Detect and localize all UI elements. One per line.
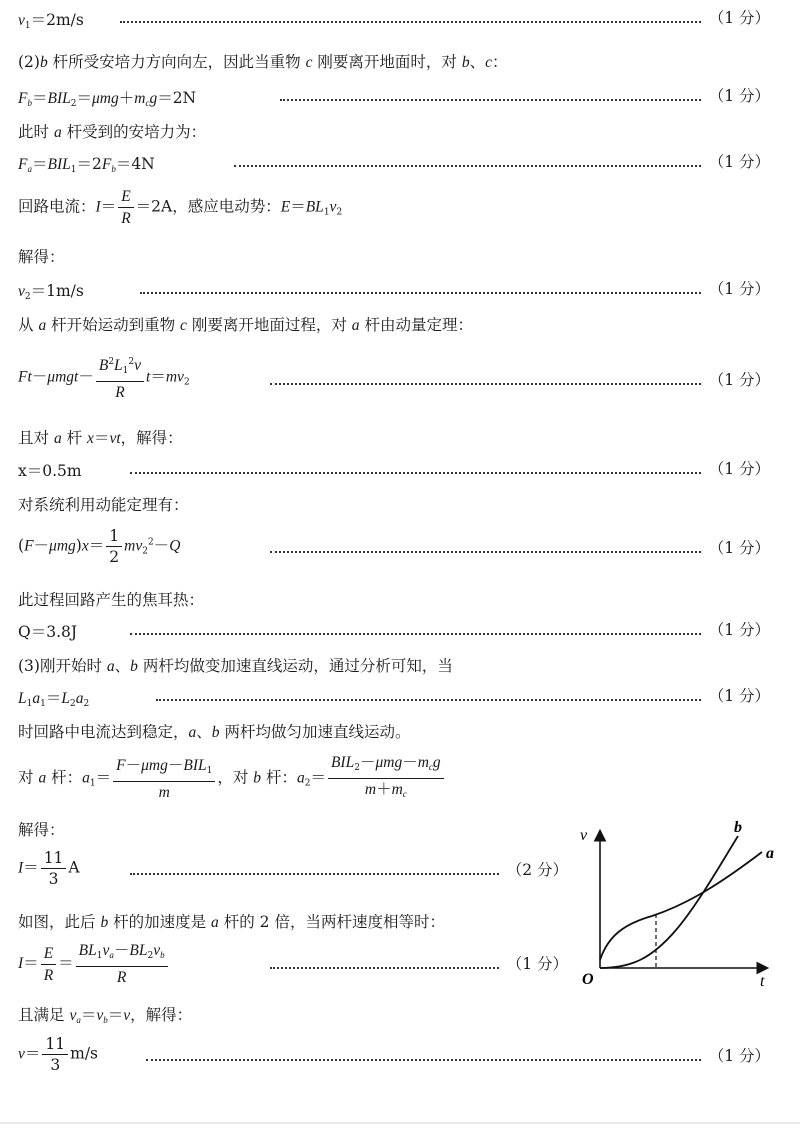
leader-18	[156, 688, 770, 706]
answer-line-9: 从 a 杆开始运动到重物 c 刚要离开地面过程，对 a 杆由动量定理：	[18, 316, 473, 334]
answer-line-16: Q＝3.8J	[18, 623, 78, 641]
answer-line-1: $v_1=2m/s$	[18, 11, 84, 31]
answer-line-8: $v_2=1m/s$	[18, 282, 84, 302]
score-mark: （1 分）	[506, 955, 568, 973]
leader-8	[140, 281, 770, 299]
leader-24	[270, 956, 568, 974]
curve-b-label: b	[734, 819, 742, 836]
score-mark: （1 分）	[708, 280, 770, 298]
score-mark: （1 分）	[708, 621, 770, 639]
answer-line-5: $F_a=BIL_1=2F_b=4N$	[18, 155, 155, 175]
leader-26	[146, 1048, 770, 1066]
answer-line-15: 此过程回路产生的焦耳热：	[18, 591, 205, 609]
score-mark: （1 分）	[708, 371, 770, 389]
answer-line-26: v＝ $\frac{11}{3}$ m/s	[18, 1035, 99, 1074]
curve-b	[600, 836, 738, 968]
answer-line-17: (3)刚开始时 a、b 两杆均做变加速直线运动，通过分析可知，当	[18, 657, 453, 675]
leader-5	[234, 154, 770, 172]
score-mark: （1 分）	[708, 687, 770, 705]
score-mark: （1 分）	[708, 1047, 770, 1065]
answer-line-6: 回路电流：I＝ $\frac{E}{R}$ ＝2A，感应电动势：$E=BL_1v_2$	[18, 188, 343, 227]
answer-line-21: 解得：	[18, 821, 65, 839]
score-mark: （1 分）	[708, 153, 770, 171]
answer-line-7: 解得：	[18, 248, 65, 266]
answer-line-11: 且对 a 杆 x＝vt，解得：	[18, 429, 183, 447]
answer-line-12: x＝0.5m	[18, 462, 82, 480]
answer-line-25: 且满足 $v_a=v_b=v$，解得：	[18, 1006, 193, 1025]
score-mark: （1 分）	[708, 539, 770, 557]
y-axis-label: v	[580, 827, 588, 844]
origin-label: O	[582, 971, 594, 988]
answer-line-13: 对系统利用动能定理有：	[18, 496, 189, 514]
answer-line-10: Ft－μmgt－ $\frac{B^2L_1^2v}{R}$ $t=mv_2$	[18, 352, 190, 403]
leader-12	[130, 461, 770, 479]
curve-a	[600, 852, 762, 960]
score-mark: （1 分）	[708, 460, 770, 478]
leader-22	[130, 862, 568, 880]
answer-line-2: (2)b 杆所受安培力方向向左，因此当重物 c 刚要离开地面时，对 b、c：	[18, 53, 508, 71]
answer-line-22: I＝ $\frac{11}{3}$ A	[18, 849, 80, 888]
score-mark: （1 分）	[708, 87, 770, 105]
answer-line-24: I＝ $\frac{E}{R}$ ＝ $\frac{BL_1v_a-BL_2v_b}{R}$	[18, 940, 170, 988]
leader-14	[270, 540, 770, 558]
answer-line-3: $F_b=BIL_2=\mu mg+m_cg=2N$	[18, 89, 197, 109]
score-mark: （2 分）	[506, 861, 568, 879]
x-axis-label: t	[760, 973, 765, 990]
answer-line-19: 时回路中电流达到稳定，a、b 两杆均做匀加速直线运动。	[18, 723, 411, 741]
leader-3	[280, 88, 770, 106]
curve-a-label: a	[766, 845, 774, 862]
answer-line-4: 此时 a 杆受到的安培力为：	[18, 123, 207, 141]
leader-16	[130, 622, 770, 640]
score-mark: （1 分）	[708, 9, 770, 27]
answer-line-23: 如图，此后 b 杆的加速度是 a 杆的 2 倍，当两杆速度相等时：	[18, 913, 445, 931]
page-bottom-rule	[0, 1122, 800, 1124]
leader-10	[270, 372, 770, 390]
answer-line-18: $L_1a_1=L_2a_2$	[18, 689, 90, 709]
velocity-time-graph	[572, 818, 784, 990]
answer-line-14: (F－μmg)x＝ $\frac{1}{2}$ $mv_2^2-Q$	[18, 527, 181, 566]
leader-1	[120, 10, 770, 28]
answer-line-20: 对 a 杆：$a_1=$ $\frac{F-\mu mg-BIL_1}{m}$ ，对 b 杆：$a_2=$ $\frac{BIL_2-\mu mg-m_cg}{m+m_c}$	[18, 752, 446, 805]
